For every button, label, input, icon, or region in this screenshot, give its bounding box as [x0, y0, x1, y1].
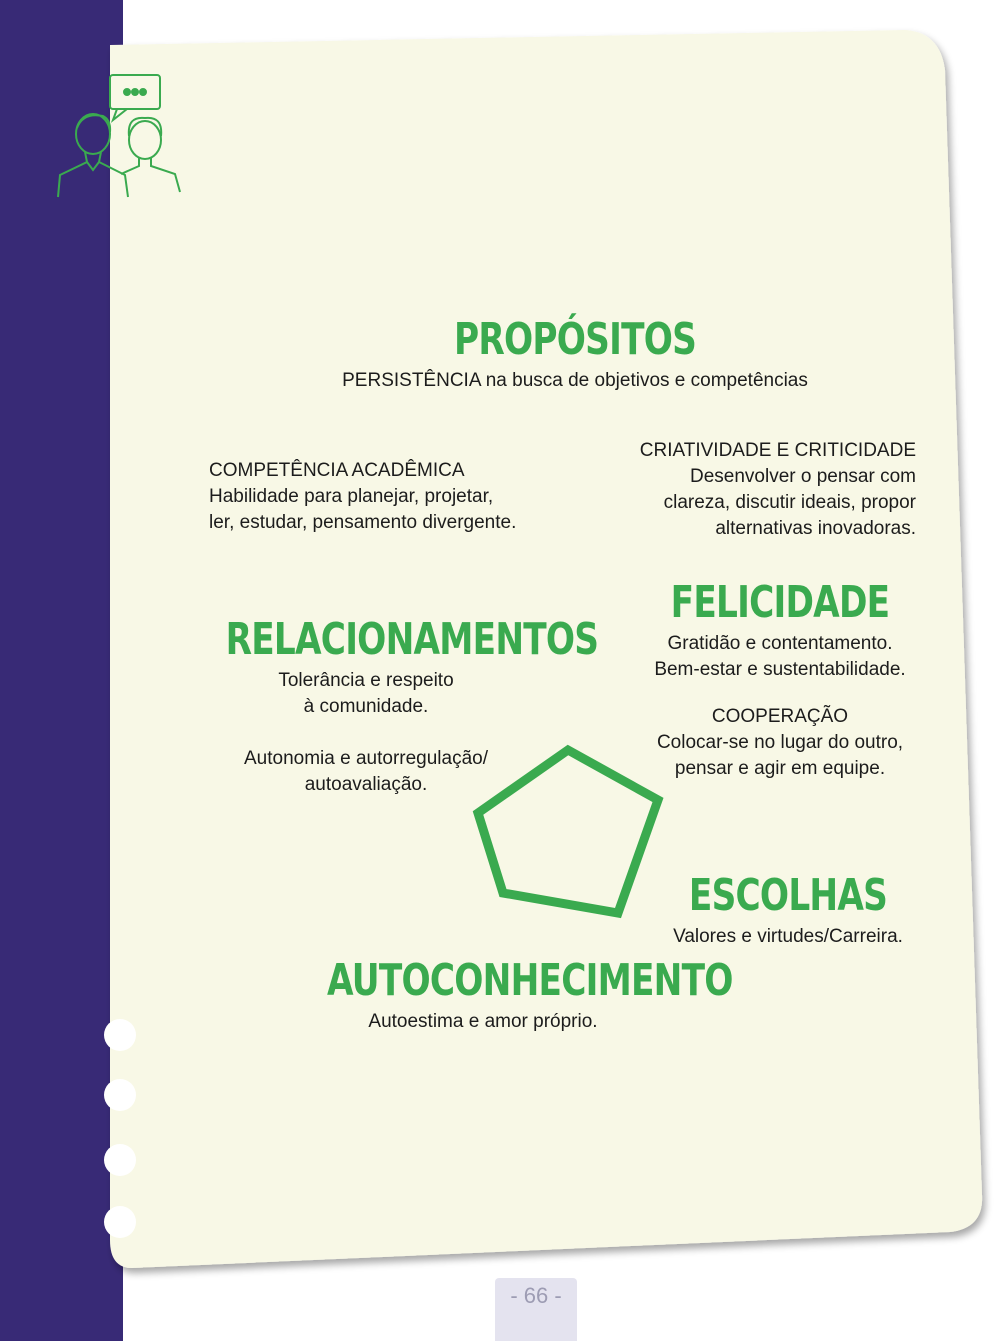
- escolhas-text: Valores e virtudes/Carreira.: [673, 926, 903, 947]
- autoconhecimento-text: Autoestima e amor próprio.: [368, 1011, 598, 1032]
- felicidade-heading: FELICIDADE: [670, 577, 890, 628]
- relacionamentos-text-1: Tolerância e respeito: [278, 670, 454, 691]
- propositos-text: PERSISTÊNCIA na busca de objetivos e competências: [342, 370, 808, 391]
- felicidade-block: [630, 575, 930, 683]
- cooperacao-text-1: Colocar-se no lugar do outro,: [656, 732, 904, 753]
- competencia-text-2: ler, estudar, pensamento divergente.: [209, 512, 517, 533]
- relacionamentos-heading: RELACIONAMENTOS: [225, 614, 599, 665]
- criatividade-text-2: clareza, discutir ideais, propor: [663, 492, 916, 513]
- competencia-heading: COMPETÊNCIA ACADÊMICA: [209, 460, 465, 481]
- competencia-text-1: Habilidade para planejar, projetar,: [209, 486, 494, 507]
- competencia-block: [209, 458, 589, 536]
- propositos-heading: PROPÓSITOS: [453, 314, 697, 365]
- cooperacao-text-2: pensar e agir em equipe.: [674, 758, 886, 779]
- relacionamentos-text-2: à comunidade.: [303, 696, 429, 717]
- criatividade-text-3: alternativas inovadoras.: [715, 518, 916, 539]
- autoconhecimento-block: [283, 953, 733, 1035]
- escolhas-heading: ESCOLHAS: [688, 870, 888, 921]
- escolhas-block: [650, 868, 926, 950]
- criatividade-text-1: Desenvolver o pensar com: [690, 466, 916, 487]
- propositos-block: [300, 312, 850, 394]
- relacionamentos-text-3: Autonomia e autorregulação/: [244, 748, 488, 769]
- relacionamentos-spacer: [186, 720, 546, 746]
- criatividade-block: [570, 438, 916, 542]
- felicidade-text-2: Bem-estar e sustentabilidade.: [654, 659, 906, 680]
- cooperacao-block: [630, 704, 930, 782]
- two-people-speech-bubble-icon: [55, 70, 185, 200]
- relacionamentos-block: [186, 612, 599, 798]
- cooperacao-heading: COOPERAÇÃO: [711, 706, 849, 727]
- relacionamentos-text-4: autoavaliação.: [304, 774, 428, 795]
- felicidade-text-1: Gratidão e contentamento.: [667, 633, 893, 654]
- autoconhecimento-heading: AUTOCONHECIMENTO: [327, 955, 733, 1006]
- criatividade-heading: CRIATIVIDADE E CRITICIDADE: [639, 440, 916, 461]
- page-number: - 66 -: [510, 1283, 562, 1308]
